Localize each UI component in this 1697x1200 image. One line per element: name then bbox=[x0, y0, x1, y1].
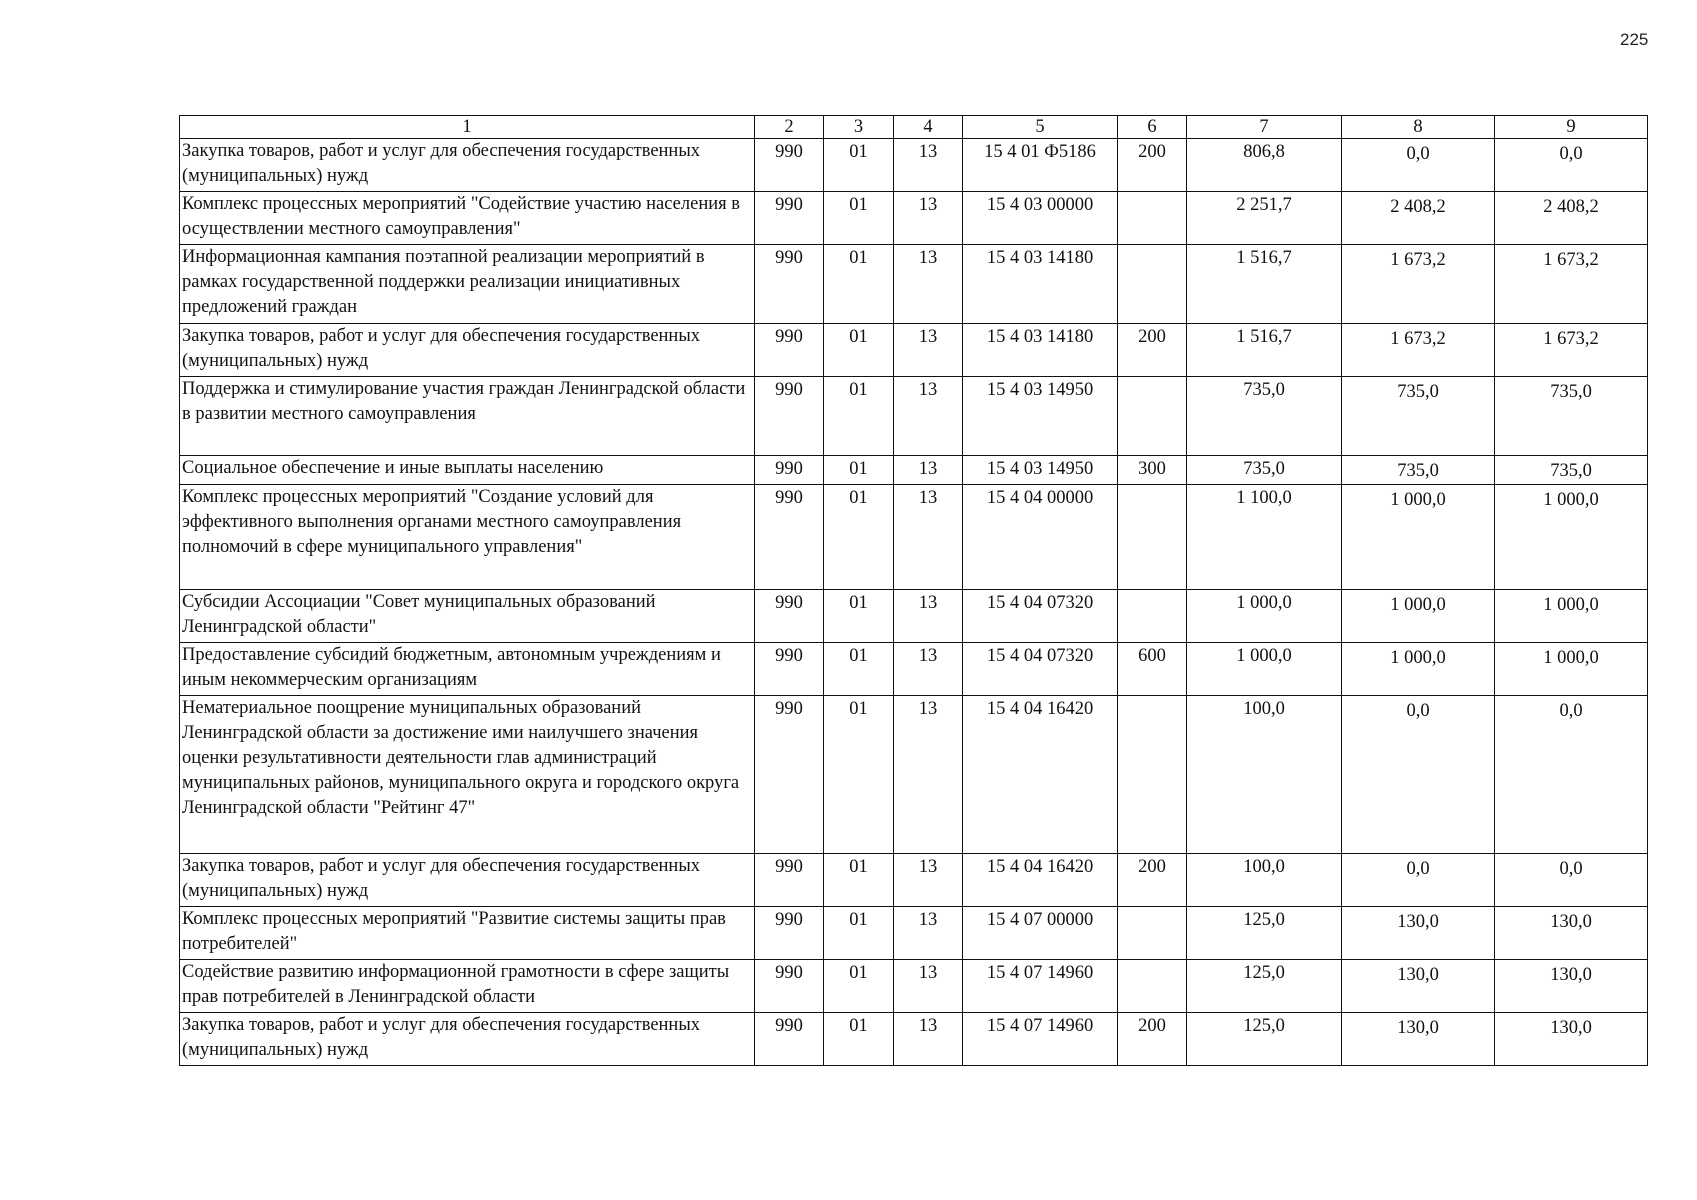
cell-code-2: 990 bbox=[755, 139, 824, 192]
cell-code-6 bbox=[1118, 960, 1187, 1013]
cell-code-2: 990 bbox=[755, 485, 824, 590]
cell-code-4: 13 bbox=[894, 960, 963, 1013]
cell-code-2: 990 bbox=[755, 192, 824, 245]
cell-value-7: 125,0 bbox=[1187, 907, 1342, 960]
column-header: 4 bbox=[894, 116, 963, 139]
cell-code-3: 01 bbox=[824, 377, 894, 456]
cell-code-2: 990 bbox=[755, 960, 824, 1013]
cell-code-4: 13 bbox=[894, 324, 963, 377]
column-header: 7 bbox=[1187, 116, 1342, 139]
cell-code-6 bbox=[1118, 590, 1187, 643]
cell-value-7: 1 100,0 bbox=[1187, 485, 1342, 590]
cell-value-9: 735,0 bbox=[1495, 377, 1648, 456]
row-name: Комплекс процессных мероприятий "Содействие участию населения в осуществлении местного самоуправления" bbox=[180, 192, 755, 245]
cell-value-9: 130,0 bbox=[1495, 1013, 1648, 1066]
cell-code-4: 13 bbox=[894, 854, 963, 907]
table-row bbox=[180, 192, 1648, 245]
cell-value-8: 130,0 bbox=[1342, 907, 1495, 960]
cell-value-7: 735,0 bbox=[1187, 456, 1342, 485]
row-name: Комплекс процессных мероприятий "Развитие системы защиты прав потребителей" bbox=[180, 907, 755, 960]
cell-code-6: 200 bbox=[1118, 1013, 1187, 1066]
cell-value-9: 0,0 bbox=[1495, 854, 1648, 907]
cell-value-9: 1 000,0 bbox=[1495, 485, 1648, 590]
row-name: Субсидии Ассоциации "Совет муниципальных образований Ленинградской области" bbox=[180, 590, 755, 643]
table-row bbox=[180, 456, 1648, 485]
cell-code-5: 15 4 04 07320 bbox=[963, 590, 1118, 643]
cell-value-8: 1 673,2 bbox=[1342, 324, 1495, 377]
cell-value-8: 735,0 bbox=[1342, 456, 1495, 485]
cell-code-3: 01 bbox=[824, 1013, 894, 1066]
column-header: 5 bbox=[963, 116, 1118, 139]
cell-code-5: 15 4 03 00000 bbox=[963, 192, 1118, 245]
cell-value-7: 1 000,0 bbox=[1187, 643, 1342, 696]
cell-code-5: 15 4 03 14180 bbox=[963, 324, 1118, 377]
table-row bbox=[180, 907, 1648, 960]
cell-code-2: 990 bbox=[755, 456, 824, 485]
cell-value-7: 1 516,7 bbox=[1187, 324, 1342, 377]
table-row bbox=[180, 590, 1648, 643]
cell-code-2: 990 bbox=[755, 590, 824, 643]
cell-code-2: 990 bbox=[755, 854, 824, 907]
cell-code-4: 13 bbox=[894, 192, 963, 245]
cell-code-5: 15 4 04 07320 bbox=[963, 643, 1118, 696]
cell-code-6: 200 bbox=[1118, 324, 1187, 377]
cell-value-9: 1 000,0 bbox=[1495, 643, 1648, 696]
cell-code-6 bbox=[1118, 907, 1187, 960]
column-header: 8 bbox=[1342, 116, 1495, 139]
cell-value-7: 125,0 bbox=[1187, 960, 1342, 1013]
cell-value-7: 125,0 bbox=[1187, 1013, 1342, 1066]
header-row bbox=[180, 116, 1648, 139]
cell-code-6: 200 bbox=[1118, 139, 1187, 192]
cell-code-3: 01 bbox=[824, 485, 894, 590]
row-name: Закупка товаров, работ и услуг для обеспечения государственных (муниципальных) нужд bbox=[180, 854, 755, 907]
column-header: 3 bbox=[824, 116, 894, 139]
table-row bbox=[180, 854, 1648, 907]
cell-code-3: 01 bbox=[824, 590, 894, 643]
table-row bbox=[180, 324, 1648, 377]
cell-code-2: 990 bbox=[755, 377, 824, 456]
cell-code-6 bbox=[1118, 377, 1187, 456]
cell-code-4: 13 bbox=[894, 139, 963, 192]
cell-value-8: 1 673,2 bbox=[1342, 245, 1495, 324]
cell-code-4: 13 bbox=[894, 590, 963, 643]
cell-code-5: 15 4 04 00000 bbox=[963, 485, 1118, 590]
cell-code-3: 01 bbox=[824, 696, 894, 854]
cell-code-3: 01 bbox=[824, 907, 894, 960]
row-name: Закупка товаров, работ и услуг для обеспечения государственных (муниципальных) нужд bbox=[180, 139, 755, 192]
row-name: Комплекс процессных мероприятий "Создание условий для эффективного выполнения органами местного самоуправления полномочий в сфере муниципального управления" bbox=[180, 485, 755, 590]
table-row bbox=[180, 960, 1648, 1013]
row-name: Информационная кампания поэтапной реализации мероприятий в рамках государственной поддержки реализации инициативных предложений граждан bbox=[180, 245, 755, 324]
column-header: 2 bbox=[755, 116, 824, 139]
row-name: Поддержка и стимулирование участия граждан Ленинградской области в развитии местного самоуправления bbox=[180, 377, 755, 456]
cell-code-3: 01 bbox=[824, 854, 894, 907]
cell-code-5: 15 4 07 14960 bbox=[963, 1013, 1118, 1066]
cell-value-7: 1 516,7 bbox=[1187, 245, 1342, 324]
row-name: Закупка товаров, работ и услуг для обеспечения государственных (муниципальных) нужд bbox=[180, 1013, 755, 1066]
cell-code-3: 01 bbox=[824, 960, 894, 1013]
cell-code-6: 200 bbox=[1118, 854, 1187, 907]
cell-code-6: 600 bbox=[1118, 643, 1187, 696]
cell-value-8: 0,0 bbox=[1342, 854, 1495, 907]
cell-code-6 bbox=[1118, 696, 1187, 854]
table-row bbox=[180, 643, 1648, 696]
cell-code-4: 13 bbox=[894, 907, 963, 960]
cell-value-9: 1 000,0 bbox=[1495, 590, 1648, 643]
budget-table bbox=[179, 115, 1648, 1066]
cell-value-9: 2 408,2 bbox=[1495, 192, 1648, 245]
table-row bbox=[180, 1013, 1648, 1066]
cell-value-8: 735,0 bbox=[1342, 377, 1495, 456]
page-number: 225 bbox=[1620, 30, 1649, 49]
cell-value-9: 0,0 bbox=[1495, 139, 1648, 192]
cell-value-9: 735,0 bbox=[1495, 456, 1648, 485]
table-row bbox=[180, 245, 1648, 324]
column-header: 1 bbox=[180, 116, 755, 139]
table-row bbox=[180, 377, 1648, 456]
cell-value-8: 1 000,0 bbox=[1342, 485, 1495, 590]
cell-code-4: 13 bbox=[894, 485, 963, 590]
cell-value-9: 1 673,2 bbox=[1495, 245, 1648, 324]
cell-value-8: 1 000,0 bbox=[1342, 590, 1495, 643]
row-name: Закупка товаров, работ и услуг для обеспечения государственных (муниципальных) нужд bbox=[180, 324, 755, 377]
cell-value-9: 0,0 bbox=[1495, 696, 1648, 854]
cell-code-6 bbox=[1118, 245, 1187, 324]
cell-code-3: 01 bbox=[824, 456, 894, 485]
cell-code-5: 15 4 03 14950 bbox=[963, 456, 1118, 485]
cell-code-3: 01 bbox=[824, 643, 894, 696]
cell-value-8: 130,0 bbox=[1342, 1013, 1495, 1066]
table-row bbox=[180, 139, 1648, 192]
cell-value-9: 130,0 bbox=[1495, 907, 1648, 960]
column-header: 6 bbox=[1118, 116, 1187, 139]
cell-code-5: 15 4 07 00000 bbox=[963, 907, 1118, 960]
cell-value-8: 130,0 bbox=[1342, 960, 1495, 1013]
cell-code-2: 990 bbox=[755, 245, 824, 324]
cell-code-4: 13 bbox=[894, 696, 963, 854]
cell-value-8: 0,0 bbox=[1342, 696, 1495, 854]
cell-code-5: 15 4 07 14960 bbox=[963, 960, 1118, 1013]
cell-value-8: 1 000,0 bbox=[1342, 643, 1495, 696]
cell-code-3: 01 bbox=[824, 139, 894, 192]
cell-code-4: 13 bbox=[894, 377, 963, 456]
cell-value-7: 2 251,7 bbox=[1187, 192, 1342, 245]
row-name: Содействие развитию информационной грамотности в сфере защиты прав потребителей в Ленинградской области bbox=[180, 960, 755, 1013]
cell-code-2: 990 bbox=[755, 324, 824, 377]
cell-value-7: 1 000,0 bbox=[1187, 590, 1342, 643]
cell-value-9: 1 673,2 bbox=[1495, 324, 1648, 377]
cell-code-6 bbox=[1118, 485, 1187, 590]
cell-code-4: 13 bbox=[894, 245, 963, 324]
cell-code-3: 01 bbox=[824, 245, 894, 324]
cell-value-7: 100,0 bbox=[1187, 854, 1342, 907]
cell-value-7: 735,0 bbox=[1187, 377, 1342, 456]
cell-value-8: 0,0 bbox=[1342, 139, 1495, 192]
cell-code-4: 13 bbox=[894, 643, 963, 696]
cell-value-8: 2 408,2 bbox=[1342, 192, 1495, 245]
cell-code-5: 15 4 04 16420 bbox=[963, 854, 1118, 907]
table-row bbox=[180, 696, 1648, 854]
column-header: 9 bbox=[1495, 116, 1648, 139]
cell-code-5: 15 4 03 14180 bbox=[963, 245, 1118, 324]
row-name: Предоставление субсидий бюджетным, автономным учреждениям и иным некоммерческим организациям bbox=[180, 643, 755, 696]
cell-code-2: 990 bbox=[755, 907, 824, 960]
cell-code-4: 13 bbox=[894, 1013, 963, 1066]
cell-value-7: 806,8 bbox=[1187, 139, 1342, 192]
row-name: Социальное обеспечение и иные выплаты населению bbox=[180, 456, 755, 485]
cell-code-2: 990 bbox=[755, 643, 824, 696]
cell-code-6: 300 bbox=[1118, 456, 1187, 485]
cell-value-7: 100,0 bbox=[1187, 696, 1342, 854]
row-name: Нематериальное поощрение муниципальных образований Ленинградской области за достижение ими наилучшего значения оценки результативности деятельности глав администраций муниципальных районов, муниципального округа и городского округа Ленинградской области "Рейтинг 47" bbox=[180, 696, 755, 854]
cell-code-5: 15 4 03 14950 bbox=[963, 377, 1118, 456]
cell-code-2: 990 bbox=[755, 696, 824, 854]
cell-code-5: 15 4 04 16420 bbox=[963, 696, 1118, 854]
cell-code-2: 990 bbox=[755, 1013, 824, 1066]
cell-code-3: 01 bbox=[824, 324, 894, 377]
cell-code-6 bbox=[1118, 192, 1187, 245]
cell-code-4: 13 bbox=[894, 456, 963, 485]
table-row bbox=[180, 485, 1648, 590]
cell-code-5: 15 4 01 Ф5186 bbox=[963, 139, 1118, 192]
cell-code-3: 01 bbox=[824, 192, 894, 245]
cell-value-9: 130,0 bbox=[1495, 960, 1648, 1013]
